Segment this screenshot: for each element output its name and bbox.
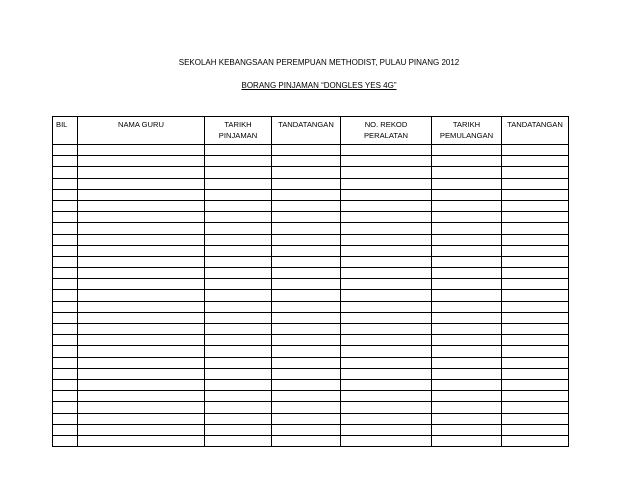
table-cell[interactable] (78, 424, 205, 435)
table-cell[interactable] (205, 435, 272, 446)
table-cell[interactable] (432, 368, 502, 379)
table-cell[interactable] (502, 156, 569, 167)
table-row (53, 357, 569, 368)
table-cell[interactable] (272, 268, 341, 279)
column-header-tarikh-pinjaman (205, 117, 272, 145)
table-row (53, 268, 569, 279)
table-row (53, 301, 569, 312)
table-cell[interactable] (78, 167, 205, 178)
table-cell[interactable] (432, 379, 502, 390)
table-cell[interactable] (432, 290, 502, 301)
table-cell[interactable] (502, 178, 569, 189)
table-cell[interactable] (502, 256, 569, 267)
table-cell[interactable] (272, 335, 341, 346)
column-header-line: PERALATAN (363, 131, 409, 140)
table-cell[interactable] (502, 234, 569, 245)
table-cell[interactable] (53, 145, 78, 156)
table-cell[interactable] (205, 178, 272, 189)
table-cell[interactable] (272, 245, 341, 256)
table-cell[interactable] (53, 234, 78, 245)
table-cell[interactable] (432, 312, 502, 323)
table-cell[interactable] (272, 223, 341, 234)
table-cell[interactable] (78, 200, 205, 211)
table-cell[interactable] (502, 290, 569, 301)
table-row (53, 435, 569, 446)
table-cell[interactable] (272, 145, 341, 156)
table-cell[interactable] (53, 379, 78, 390)
table-cell[interactable] (53, 245, 78, 256)
table-row (53, 424, 569, 435)
table-cell[interactable] (272, 234, 341, 245)
table-cell[interactable] (341, 435, 432, 446)
table-cell[interactable] (341, 324, 432, 335)
table-cell[interactable] (53, 189, 78, 200)
table-cell[interactable] (432, 245, 502, 256)
table-cell[interactable] (205, 200, 272, 211)
table-row (53, 256, 569, 267)
table-cell[interactable] (502, 413, 569, 424)
table-cell[interactable] (432, 178, 502, 189)
table-cell[interactable] (341, 290, 432, 301)
table-cell[interactable] (205, 379, 272, 390)
table-cell[interactable] (432, 357, 502, 368)
table-cell[interactable] (205, 301, 272, 312)
table-cell[interactable] (272, 402, 341, 413)
table-cell[interactable] (341, 312, 432, 323)
table-cell[interactable] (78, 145, 205, 156)
table-cell[interactable] (272, 156, 341, 167)
table-cell[interactable] (78, 212, 205, 223)
table-cell[interactable] (53, 301, 78, 312)
table-cell[interactable] (272, 424, 341, 435)
table-cell[interactable] (53, 290, 78, 301)
table-cell[interactable] (78, 156, 205, 167)
table-cell[interactable] (53, 368, 78, 379)
table-cell[interactable] (272, 167, 341, 178)
table-cell[interactable] (272, 256, 341, 267)
table-cell[interactable] (341, 357, 432, 368)
table-cell[interactable] (341, 245, 432, 256)
table-cell[interactable] (78, 435, 205, 446)
table-row (53, 279, 569, 290)
table-cell[interactable] (432, 156, 502, 167)
table-cell[interactable] (272, 435, 341, 446)
table-cell[interactable] (205, 212, 272, 223)
table-cell[interactable] (341, 234, 432, 245)
table-cell[interactable] (53, 435, 78, 446)
table-row (53, 346, 569, 357)
table-cell[interactable] (205, 324, 272, 335)
table-cell[interactable] (502, 245, 569, 256)
table-cell[interactable] (341, 223, 432, 234)
table-header-row (53, 117, 569, 145)
table-cell[interactable] (205, 357, 272, 368)
table-cell[interactable] (78, 402, 205, 413)
table-cell[interactable] (272, 413, 341, 424)
table-cell[interactable] (272, 379, 341, 390)
column-header-tandatangan-return (502, 117, 569, 145)
column-header-line: NAMA GURU (118, 120, 164, 129)
table-cell[interactable] (502, 357, 569, 368)
table-row (53, 324, 569, 335)
table-body (53, 145, 569, 447)
table-cell[interactable] (341, 212, 432, 223)
column-header-no-rekod-peralatan (341, 117, 432, 145)
table-row (53, 167, 569, 178)
table-cell[interactable] (272, 279, 341, 290)
column-header-line: TARIKH (452, 120, 481, 129)
table-cell[interactable] (53, 268, 78, 279)
table-cell[interactable] (272, 301, 341, 312)
table-row (53, 156, 569, 167)
table-cell[interactable] (502, 335, 569, 346)
table-cell[interactable] (502, 189, 569, 200)
column-header-line: NO. REKOD (364, 120, 408, 129)
loan-form-table (52, 116, 569, 447)
table-cell[interactable] (502, 145, 569, 156)
table-cell[interactable] (53, 200, 78, 211)
table-cell[interactable] (432, 279, 502, 290)
table-cell[interactable] (272, 391, 341, 402)
table-cell[interactable] (502, 368, 569, 379)
table-cell[interactable] (78, 178, 205, 189)
table-row (53, 312, 569, 323)
column-header-tarikh-pemulangan (432, 117, 502, 145)
table-cell[interactable] (205, 234, 272, 245)
table-row (53, 178, 569, 189)
table-cell[interactable] (78, 189, 205, 200)
table-cell[interactable] (432, 167, 502, 178)
table-cell[interactable] (272, 290, 341, 301)
table-cell[interactable] (432, 424, 502, 435)
table-cell[interactable] (53, 346, 78, 357)
table-row (53, 200, 569, 211)
table-cell[interactable] (502, 391, 569, 402)
table-cell[interactable] (205, 167, 272, 178)
table-cell[interactable] (432, 324, 502, 335)
table-cell[interactable] (53, 167, 78, 178)
table-cell[interactable] (205, 189, 272, 200)
table-cell[interactable] (432, 402, 502, 413)
table-cell[interactable] (502, 167, 569, 178)
table-cell[interactable] (78, 312, 205, 323)
column-header-line: TARIKH (224, 120, 252, 129)
table-cell[interactable] (78, 413, 205, 424)
table-cell[interactable] (78, 223, 205, 234)
table-cell[interactable] (272, 346, 341, 357)
table-cell[interactable] (53, 223, 78, 234)
table-row (53, 145, 569, 156)
table-cell[interactable] (205, 145, 272, 156)
table-cell[interactable] (341, 424, 432, 435)
table-cell[interactable] (432, 256, 502, 267)
table-cell[interactable] (53, 256, 78, 267)
table-cell[interactable] (205, 413, 272, 424)
table-cell[interactable] (78, 245, 205, 256)
column-header-line: TANDATANGAN (507, 120, 563, 129)
table-cell[interactable] (53, 424, 78, 435)
table-cell[interactable] (341, 391, 432, 402)
table-cell[interactable] (205, 424, 272, 435)
table-cell[interactable] (341, 346, 432, 357)
table-cell[interactable] (341, 413, 432, 424)
table-row (53, 290, 569, 301)
column-header-line: PEMULANGAN (439, 131, 494, 140)
table-cell[interactable] (272, 357, 341, 368)
table-cell[interactable] (502, 435, 569, 446)
table-cell[interactable] (78, 335, 205, 346)
table-cell[interactable] (341, 368, 432, 379)
table-cell[interactable] (341, 167, 432, 178)
table-cell[interactable] (53, 324, 78, 335)
table-row (53, 212, 569, 223)
table-cell[interactable] (272, 212, 341, 223)
table-cell[interactable] (502, 424, 569, 435)
table-cell[interactable] (53, 391, 78, 402)
column-header-bil (53, 117, 78, 145)
table-cell[interactable] (205, 402, 272, 413)
table-cell[interactable] (205, 391, 272, 402)
table-cell[interactable] (432, 234, 502, 245)
table-cell[interactable] (341, 200, 432, 211)
table-cell[interactable] (272, 200, 341, 211)
table-cell[interactable] (341, 189, 432, 200)
table-cell[interactable] (502, 402, 569, 413)
table-cell[interactable] (502, 379, 569, 390)
table-cell[interactable] (502, 200, 569, 211)
table-cell[interactable] (341, 335, 432, 346)
table-cell[interactable] (78, 391, 205, 402)
table-cell[interactable] (502, 301, 569, 312)
table-cell[interactable] (341, 279, 432, 290)
table-cell[interactable] (78, 256, 205, 267)
table-cell[interactable] (341, 402, 432, 413)
column-header-nama-guru (78, 117, 205, 145)
table-cell[interactable] (432, 268, 502, 279)
table-cell[interactable] (78, 290, 205, 301)
table-cell[interactable] (78, 357, 205, 368)
table-cell[interactable] (78, 301, 205, 312)
table-row (53, 413, 569, 424)
table-cell[interactable] (205, 312, 272, 323)
table-row (53, 402, 569, 413)
table-cell[interactable] (502, 212, 569, 223)
table-cell[interactable] (78, 324, 205, 335)
table-cell[interactable] (205, 223, 272, 234)
table-cell[interactable] (502, 279, 569, 290)
table-cell[interactable] (53, 178, 78, 189)
table-cell[interactable] (341, 256, 432, 267)
table-row (53, 335, 569, 346)
table-cell[interactable] (53, 279, 78, 290)
table-cell[interactable] (432, 301, 502, 312)
table-cell[interactable] (205, 256, 272, 267)
table-cell[interactable] (272, 189, 341, 200)
table-cell[interactable] (53, 156, 78, 167)
table-cell[interactable] (53, 402, 78, 413)
table-cell[interactable] (432, 413, 502, 424)
table-cell[interactable] (78, 279, 205, 290)
column-header-line: BIL (56, 120, 68, 129)
table-cell[interactable] (341, 178, 432, 189)
table-row (53, 234, 569, 245)
column-header-tandatangan (272, 117, 341, 145)
table-row (53, 379, 569, 390)
table-cell[interactable] (205, 268, 272, 279)
document-title: SEKOLAH KEBANGSAAN PEREMPUAN METHODIST, PULAU PINANG 2012 (178, 58, 460, 67)
table-cell[interactable] (205, 335, 272, 346)
table-cell[interactable] (272, 178, 341, 189)
table-cell[interactable] (341, 145, 432, 156)
table-cell[interactable] (341, 301, 432, 312)
table-cell[interactable] (53, 312, 78, 323)
table-cell[interactable] (502, 223, 569, 234)
table-cell[interactable] (205, 156, 272, 167)
table-row (53, 223, 569, 234)
table-row (53, 391, 569, 402)
table-cell[interactable] (432, 189, 502, 200)
table-row (53, 189, 569, 200)
table-cell[interactable] (272, 324, 341, 335)
table-cell[interactable] (432, 335, 502, 346)
column-header-line: TANDATANGAN (278, 120, 334, 129)
table-cell[interactable] (78, 268, 205, 279)
table-cell[interactable] (341, 379, 432, 390)
table-row (53, 245, 569, 256)
table-cell[interactable] (432, 145, 502, 156)
table-cell[interactable] (432, 212, 502, 223)
table-cell[interactable] (78, 368, 205, 379)
table-cell[interactable] (272, 368, 341, 379)
table-cell[interactable] (432, 223, 502, 234)
table-cell[interactable] (341, 156, 432, 167)
table-cell[interactable] (432, 346, 502, 357)
table-cell[interactable] (53, 413, 78, 424)
table-cell[interactable] (205, 245, 272, 256)
table-cell[interactable] (78, 234, 205, 245)
table-cell[interactable] (205, 346, 272, 357)
table-cell[interactable] (341, 268, 432, 279)
table-cell[interactable] (53, 335, 78, 346)
table-row (53, 368, 569, 379)
table-cell[interactable] (502, 324, 569, 335)
table-cell[interactable] (432, 200, 502, 211)
table-cell[interactable] (205, 368, 272, 379)
table-cell[interactable] (502, 346, 569, 357)
table-cell[interactable] (53, 357, 78, 368)
table-cell[interactable] (502, 268, 569, 279)
table-cell[interactable] (53, 212, 78, 223)
table-cell[interactable] (432, 391, 502, 402)
column-header-line: PINJAMAN (218, 131, 258, 140)
document-subtitle: BORANG PINJAMAN “DONGLES YES 4G” (241, 81, 397, 90)
table-cell[interactable] (432, 435, 502, 446)
table-cell[interactable] (205, 279, 272, 290)
table-cell[interactable] (78, 379, 205, 390)
table-cell[interactable] (205, 290, 272, 301)
table-cell[interactable] (78, 346, 205, 357)
table-cell[interactable] (272, 312, 341, 323)
table-cell[interactable] (502, 312, 569, 323)
